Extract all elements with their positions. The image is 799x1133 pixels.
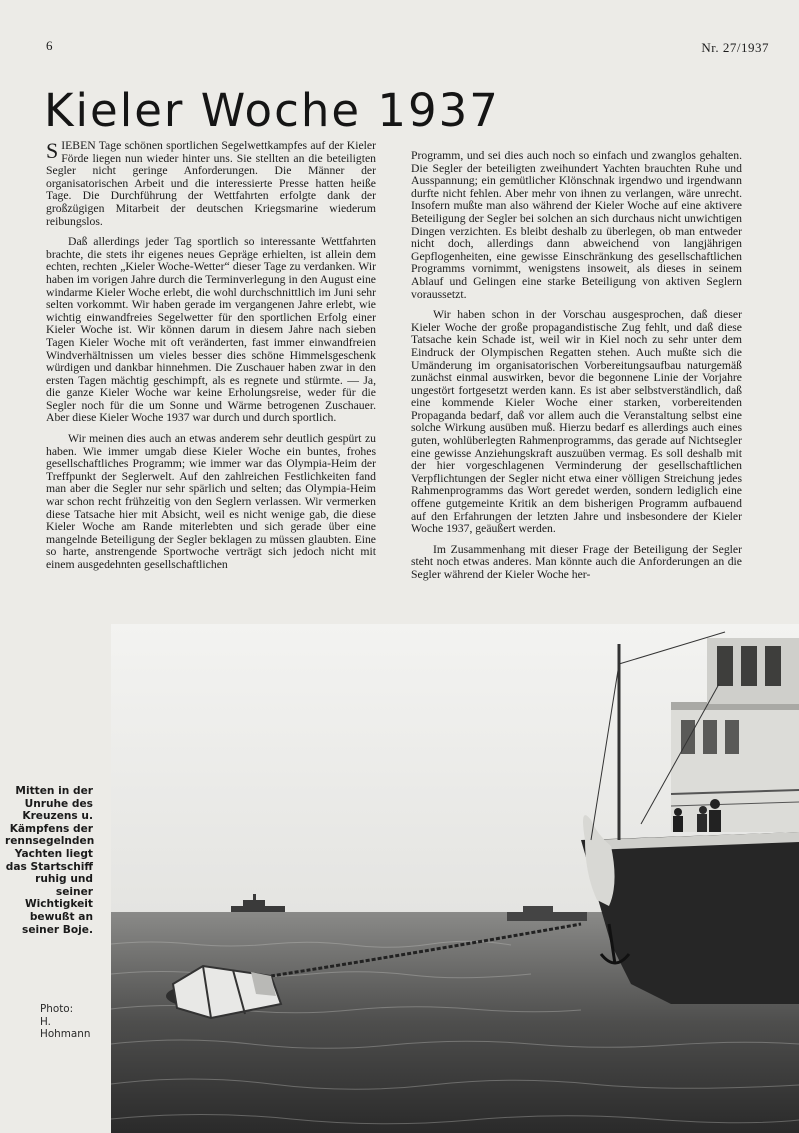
right-column [411,150,742,590]
page-number: 6 [46,38,53,53]
right-paragraph-1: Programm, und sei dies auch noch so einfach und zwanglos gehalten. Die Segler der beteiligten zweihundert Yachten brauchten Ruhe und Ausspannung; ein gemütlicher Klönschnak irgendwo und irgendwann durfte nicht fehlen. Aber mehr von ihnen zu verlangen, wäre unrecht. Insofern mußte man also während der Kieler Woche auf eine aktivere Beteiligung der Segler bei solchen an sich durchaus nicht unwichtigen Dingen verzichten. Es bleibt deshalb zu überlegen, ob man entweder nicht doch, allerdings dann abweichend von langjährigen Gepflogenheiten, eine gewisse Einschränkung des gesellschaftlichen Programms vornimmt, wenigstens insoweit, als dieses in seinem Ablauf und Gelingen eine starke Beteiligung von aktiven Seglern voraussetzt. [411,149,742,301]
drop-cap: S [46,138,59,163]
left-paragraph-1 [46,140,376,228]
left-paragraph-1-text: IEBEN Tage schönen sportlichen Segelwettkampfes auf der Kieler Förde liegen nun wieder hinter uns. Sie stellten an die beteiligten Segler nicht geringe Anforderungen. Die Männer der organisatorischen Arbeit und die interessierte Presse hatten heiße Tage. Die Durchführung der Wettfahrten erfolgte dank der großzügigen Mitarbeit der deutschen Kriegsmarine wiederum reibungslos. [46,139,376,228]
right-paragraph-3: Im Zusammenhang mit dieser Frage der Beteiligung der Segler steht noch etwas anderes. Man könnte auch die Anforderungen an die Segler während der Kieler Woche her- [411,542,742,581]
start-ship-photo [111,624,799,1133]
photo-credit-label: Photo: [40,1003,74,1015]
right-paragraph-2: Wir haben schon in der Vorschau ausgesprochen, daß dieser Kieler Woche der große propagandistische Zug fehlt, und daß diese Tatsache kein Schade ist, weil wir in Kiel noch zu sehr unter dem Eindruck der Olympischen Regatten stehen. Auch mußte sich die Umänderung im organisatorischen Vorbereitungsaufbau naturgemäß zunächst einmal auswirken, bevor die begonnene Linie der Vorjahre ungestört fortgesetzt werden kann. Es ist aber selbstverständlich, daß eine kommende Kieler Woche einer starken, vorbereitenden Propaganda bedarf, daß vor allem auch die Veranstaltung selbst eine solche Wirkung ausüben muß. Hierzu bedarf es allerdings auch eines guten, wohlüberlegten Rahmenprogramms, das gerade auf Nichtsegler eine gewisse Anziehungskraft auszuüben vermag. Es soll deshalb mit der hier vorgeschlagenen Verminderung der gesellschaftlichen Verpflichtungen der Segler nicht etwa einer völligen Streichung jedes Rahmenprogramms das Wort geredet werden, sondern lediglich eine offene gutgemeinte Kritik an dem bisherigen Programm aufbauend auf den Erfahrungen der letzten Jahre und insbesondere der Kieler Woche 1937, geäußert werden. [411,308,742,536]
left-paragraph-2: Daß allerdings jeder Tag sportlich so interessante Wettfahrten brachte, die stets ihr eigenes neues Gepräge erhielten, ist allein dem echten, rechten „Kieler Woche-Wetter“ dieser Tage zu verdanken. Wir haben im vorigen Jahre durch die Terminverlegung in den August eine windarme Kieler Woche erlebt, die wohl durchschnittlich im Juni sehr selten vorkommt. Wir haben gerade im vergangenen Jahre erlebt, wie wichtig einwandfreies Segelwetter für den sportlichen Erfolg einer Kieler Woche ist. Wir können darum in diesem Jahre nach sieben Tagen Kieler Woche mit oft veränderten, fast immer einwandfreien Windverhältnissen um vieles besser dies schöne Himmelsgeschenk würdigen und dankbar hinnehmen. Die Zuschauer haben zwar in den ersten Tagen mächtig geschimpft, als es regnete und stürmte. — Ja, die ganze Kieler Woche war keine Erholungsreise, weder für die Segler noch für die um Sonne und Wärme betrogenen Zuschauer. Aber diese Kieler Woche 1937 war durch und durch sportlich. [46,235,376,425]
article-title: Kieler Woche 1937 [44,84,500,137]
left-paragraph-3: Wir meinen dies auch an etwas anderem sehr deutlich gespürt zu haben. Wie immer umgab diese Kieler Woche ein buntes, frohes gesellschaftliches Programm; wie immer war das Olympia-Heim der Treffpunkt der Seglerwelt. Auf den zahlreichen Festlichkeiten fand man aber die Segler nur sehr spärlich und selten; das Olympia-Heim war schon recht frühzeitig von den Seglern verlassen. Wir vermerken diese Tatsache hier mit Absicht, weil es nicht wenige gab, die diese Kieler Woche am Rande miterlebten und sich gerade über eine mangelnde Beteiligung der Segler beklagen zu müssen glaubten. Eine so harte, anstrengende Sportwoche verträgt sich jedoch nicht mit einem ausgedehnten gesellschaftlichen [46,432,376,571]
photo-caption: Mitten in der Unruhe des Kreuzens u. Kämpfens der rennsegelnden Yachten liegt das Startschiff ruhig und seiner Wichtigkeit bewußt an seiner Boje. [5,785,95,936]
harbor-photo [111,624,799,1133]
photo-credit [40,1003,100,1041]
photo-credit-name: H. Hohmann [40,1015,91,1041]
left-column [46,140,376,580]
issue-number: Nr. 27/1937 [701,40,769,55]
